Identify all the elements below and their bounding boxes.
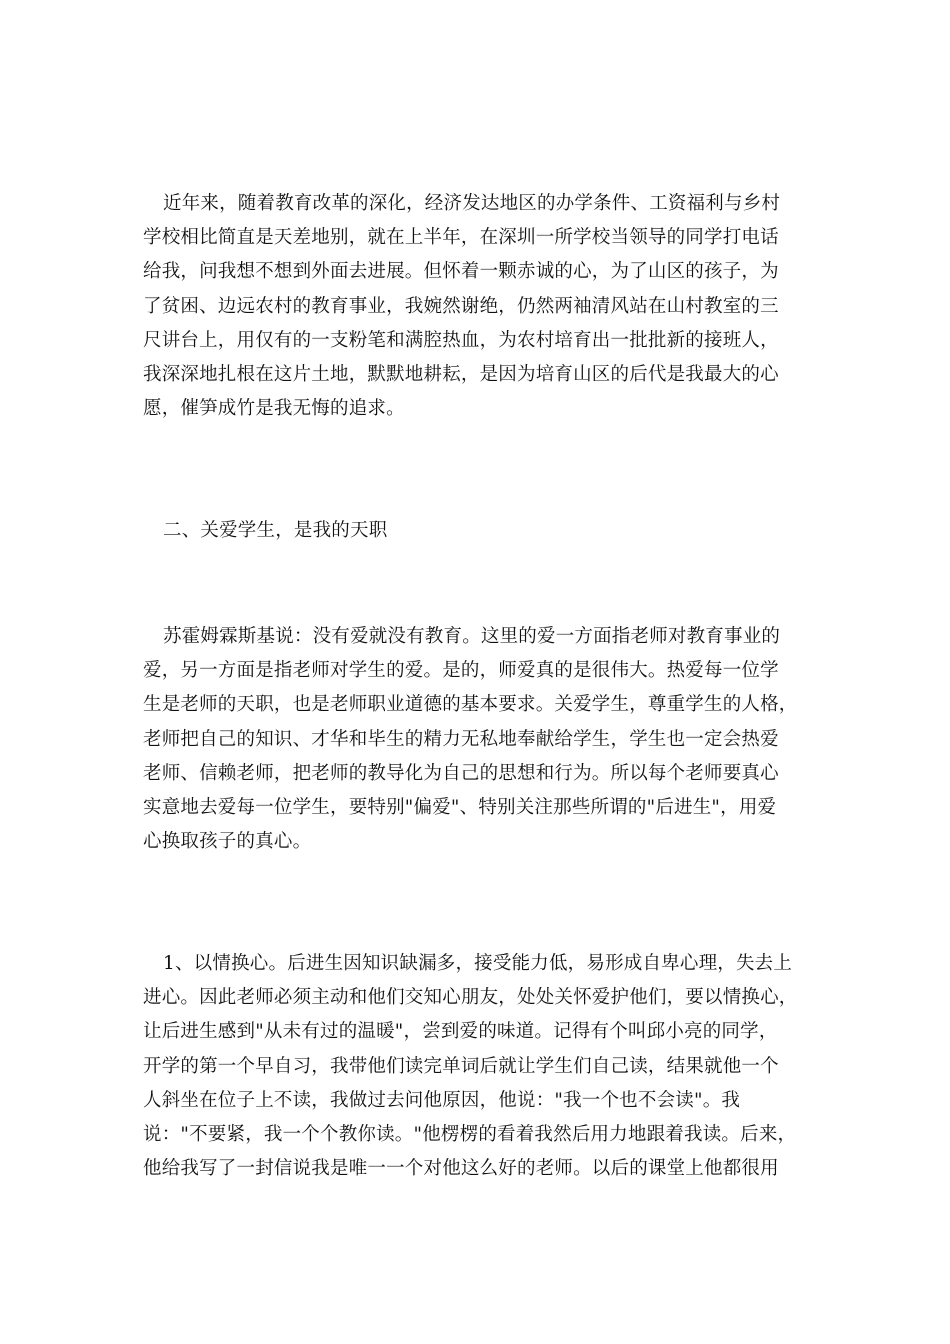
text-line: 苏霍姆霖斯基说：没有爱就没有教育。这里的爱一方面指老师对教育事业的 (163, 626, 781, 647)
text-line: 老师把自己的知识、才华和毕生的精力无私地奉献给学生，学生也一定会热爱 (143, 728, 779, 750)
heading-text: 二、关爱学生，是我的天职 (163, 520, 388, 541)
text-line: 愿，催笋成竹是我无悔的追求。 (143, 398, 405, 420)
paragraph-point-1 (143, 947, 811, 1186)
text-line: 他给我写了一封信说我是唯一一个对他这么好的老师。以后的课堂上他都很用 (143, 1158, 779, 1180)
paragraph-intro (143, 187, 811, 426)
text-line: 我深深地扎根在这片土地，默默地耕耘，是因为培育山区的后代是我最大的心 (143, 364, 779, 386)
text-line: 爱，另一方面是指老师对学生的爱。是的，师爱真的是很伟大。热爱每一位学 (143, 660, 779, 682)
text-line: 1、以情换心。后进生因知识缺漏多，接受能力低，易形成自卑心理，失去上 (163, 953, 793, 974)
text-line: 让后进生感到"从未有过的温暖"，尝到爱的味道。记得有个叫邱小亮的同学， (143, 1021, 778, 1043)
text-line: 开学的第一个早自习，我带他们读完单词后就让学生们自己读，结果就他一个 (143, 1055, 779, 1077)
paragraph-love-students (143, 620, 811, 859)
section-heading (143, 514, 811, 548)
text-line: 学校相比简直是天差地别，就在上半年，在深圳一所学校当领导的同学打电话 (143, 227, 779, 249)
text-line: 给我，问我想不想到外面去进展。但怀着一颗赤诚的心，为了山区的孩子，为 (143, 261, 779, 283)
text-line: 了贫困、边远农村的教育事业，我婉然谢绝，仍然两袖清风站在山村教室的三 (143, 295, 779, 317)
text-line: 心换取孩子的真心。 (143, 831, 312, 853)
text-line: 尺讲台上，用仅有的一支粉笔和满腔热血，为农村培育出一批批新的接班人， (143, 329, 779, 351)
text-line: 说："不要紧，我一个个教你读。"他楞楞的看着我然后用力地跟着我读。后来， (143, 1124, 797, 1146)
text-line: 老师、信赖老师，把老师的教导化为自己的思想和行为。所以每个老师要真心 (143, 762, 779, 784)
text-line: 近年来，随着教育改革的深化，经济发达地区的办学条件、工资福利与乡村 (163, 193, 781, 214)
text-line: 人斜坐在位子上不读，我做过去问他原因，他说："我一个也不会读"。我 (143, 1089, 741, 1111)
text-line: 进心。因此老师必须主动和他们交知心朋友，处处关怀爱护他们，要以情换心， (143, 987, 798, 1009)
text-line: 实意地去爱每一位学生，要特别"偏爱"、特别关注那些所谓的"后进生"，用爱 (143, 797, 777, 819)
text-line: 生是老师的天职，也是老师职业道德的基本要求。关爱学生，尊重学生的人格， (143, 694, 798, 716)
